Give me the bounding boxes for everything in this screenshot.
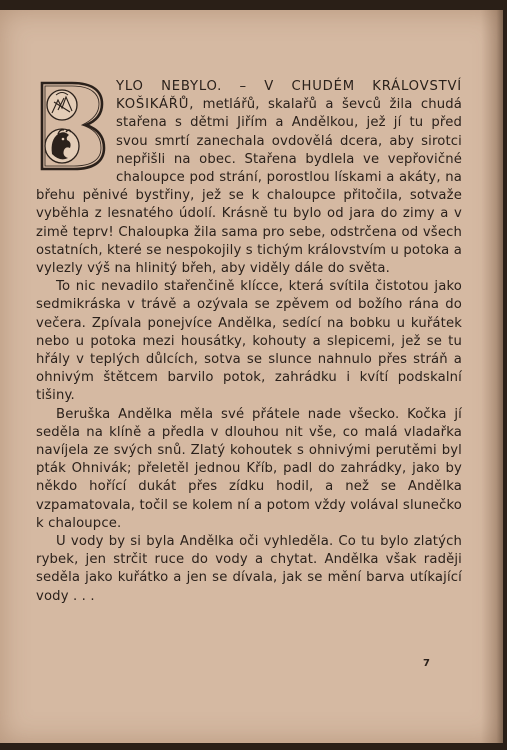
page-gutter-shadow xyxy=(481,10,503,743)
body-text xyxy=(36,78,462,606)
paragraph-1 xyxy=(36,78,462,278)
page-number: 7 xyxy=(423,658,430,669)
paragraph-2: To nic nevadilo stařenčině klícce, která svítila čistotou jako sedmikráska v trávě a ozývala se zpěvem od božího rána do večera. Zpívala ponejvíce Andělka, sedící na bobku u kuřátek nebo u potoka mezi housátky, kohouty a slepicemi, jež se tu hřály v teplých důlcích, sotva se slunce nahnulo přes stráň a ohnivým štětcem barvilo potok, zahrádku i kvítí podskalní tišiny. xyxy=(36,279,462,404)
paragraph-1-text: metlářů, skalařů a ševců žila chudá stařena s dětmi Jiřím a Andělkou, jež jí tu před svou smrtí zanechala ovdovělá dcera, aby sirotci nepřišli na obec. Stařena bydlela ve vepřovičné chaloupce pod strání, porostlou lískami a akáty, na břehu pěnivé bystřiny, jež se k chaloupce přitočila, sotvaže vyběhla z lesnatého údolí. Krásně tu bylo od jara do zimy a v zimě teprv! Chaloupka žila sama pro sebe, odstrčena od všech ostatních, které se nespokojily s tichým královstvím u potoka a vylezly výš na hlinitý břeh, aby viděly dále do světa. xyxy=(36,97,462,277)
decorative-initial-b-icon xyxy=(36,80,106,172)
opening-caps: YLO NEBYLO. – V CHUDÉM KRÁLOVSTVÍ KOŠIKÁŘŮ, xyxy=(116,79,462,113)
book-page xyxy=(0,10,503,743)
paragraph-4: U vody by si byla Andělka oči vyhleděla. Co tu bylo zlatých rybek, jen strčit ruce do vody a chytat. Andělka však raději seděla jako kuřátko a jen se dívala, jak se mění barva utíkající vody . . . xyxy=(36,534,462,604)
paragraph-3: Beruška Andělka měla své přátele nade všecko. Kočka jí seděla na klíně a předla v dlouhou nit vše, co malá vladařka navíjela ze svých snů. Zlatý kohoutek s ohnivými perutěmi byl pták Ohnivák; přeletěl jednou Kříb, padl do zahrádky, jako by někdo hořící dukát přes zídku hodil, a než se Andělka vzpamatovala, točil se kolem ní a potom vždy volával slunečko k chaloupce. xyxy=(36,406,462,531)
